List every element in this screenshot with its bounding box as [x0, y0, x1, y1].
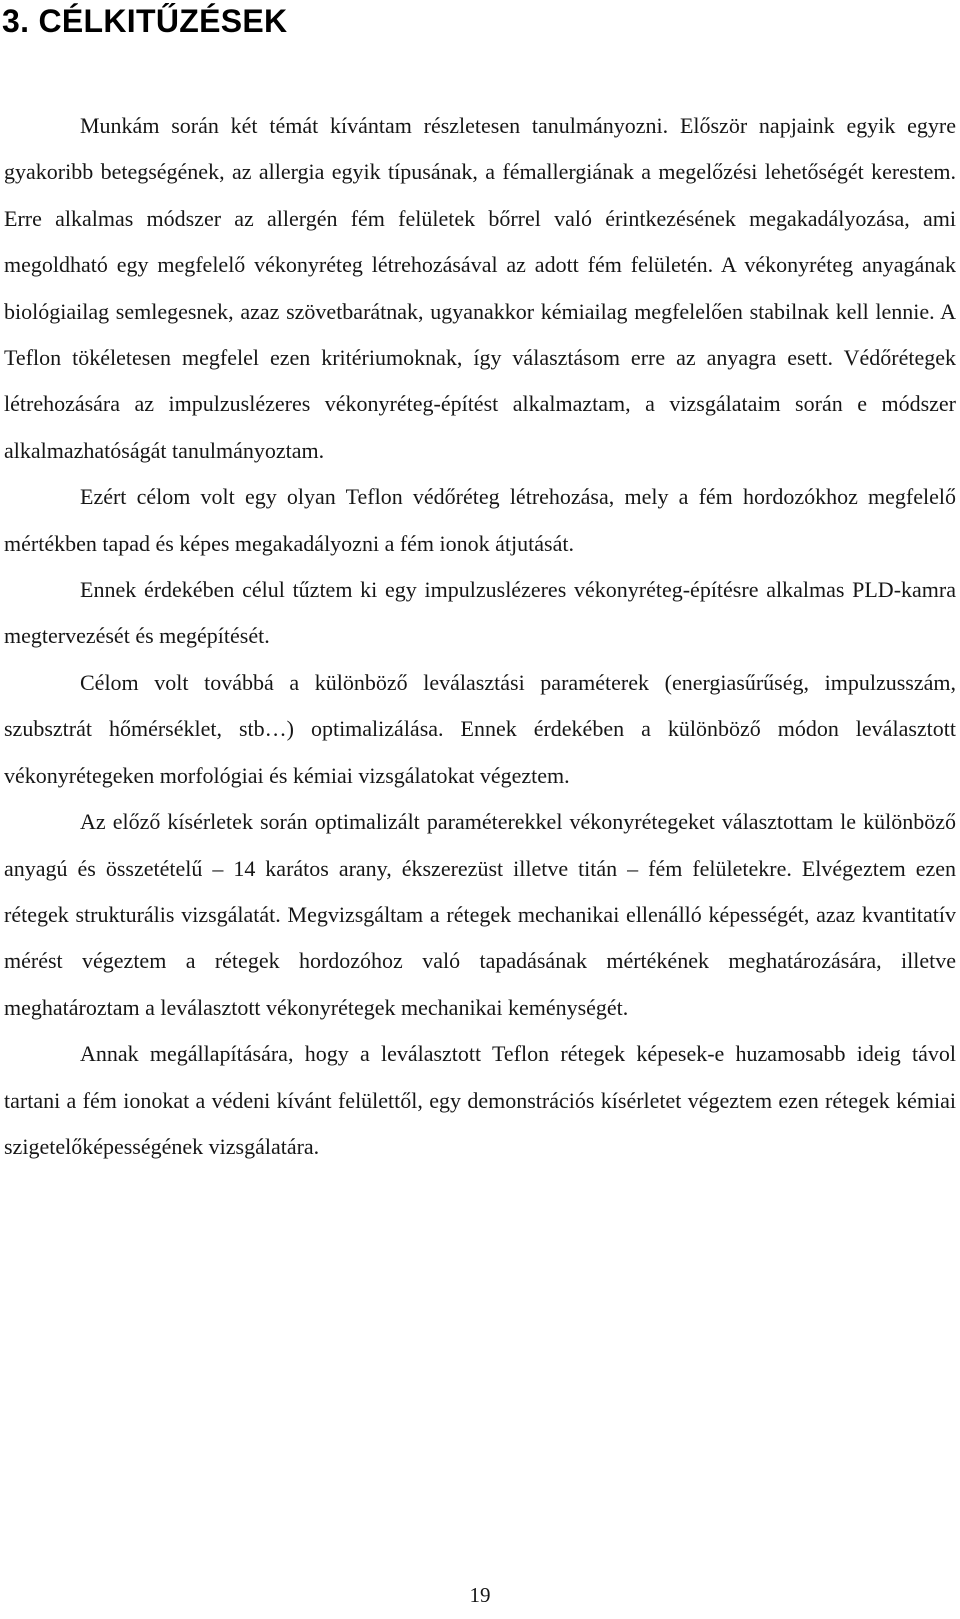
paragraph-3: Ennek érdekében célul tűztem ki egy impulzuslézeres vékonyréteg-építésre alkalmas PLD-kamra megtervezését és megépítését.	[4, 577, 956, 649]
paragraph-2: Ezért célom volt egy olyan Teflon védőréteg létrehozása, mely a fém hordozókhoz megfelelő mértékben tapad és képes megakadályozni a fém ionok átjutását.	[4, 484, 956, 556]
page-number: 19	[469, 1583, 491, 1607]
section-heading: 3. CÉLKITŰZÉSEK	[2, 3, 288, 39]
paragraph-4: Célom volt továbbá a különböző leválasztási paraméterek (energiasűrűség, impulzusszám, szubsztrát hőmérséklet, stb…) optimalizálása. Ennek érdekében a különböző módon leválasztott vékonyrétegeken morfológiai és kémiai vizsgálatokat végeztem.	[4, 669, 956, 788]
paragraph-5: Az előző kísérletek során optimalizált paraméterekkel vékonyrétegeket választottam le különböző anyagú és összetételű – 14 karátos arany, ékszerezüst illetve titán – fém felületekre. Elvégeztem ezen rétegek strukturális vizsgálatát. Megvizsgáltam a rétegek mechanikai ellenálló képességét, azaz kvantitatív mérést végeztem a rétegek hordozóhoz való tapadásának mértékének meghatározására, illetve meghatároztam a leválasztott vékonyrétegek mechanikai keménységét.	[4, 809, 956, 1020]
body-text	[4, 103, 956, 1170]
paragraph-1: Munkám során két témát kívántam részletesen tanulmányozni. Először napjaink egyik egyre gyakoribb betegségének, az allergia egyik típusának, a fémallergiának a megelőzési lehetőségét kerestem. Erre alkalmas módszer az allergén fém felületek bőrrel való érintkezésének megakadályozása, ami megoldható egy megfelelő vékonyréteg létrehozásával az adott fém felületén. A vékonyréteg anyagának biológiailag semlegesnek, azaz szövetbarátnak, ugyanakkor kémiailag megfelelően stabilnak kell lennie. A Teflon tökéletesen megfelel ezen kritériumoknak, így választásom erre az anyagra esett. Védőrétegek létrehozására az impulzuslézeres vékonyréteg-építést alkalmaztam, a vizsgálataim során e módszer alkalmazhatóságát tanulmányoztam.	[4, 113, 956, 463]
paragraph-6: Annak megállapítására, hogy a leválasztott Teflon rétegek képesek-e huzamosabb ideig távol tartani a fém ionokat a védeni kívánt felülettől, egy demonstrációs kísérletet végeztem ezen rétegek kémiai szigetelőképességének vizsgálatára.	[4, 1041, 956, 1159]
